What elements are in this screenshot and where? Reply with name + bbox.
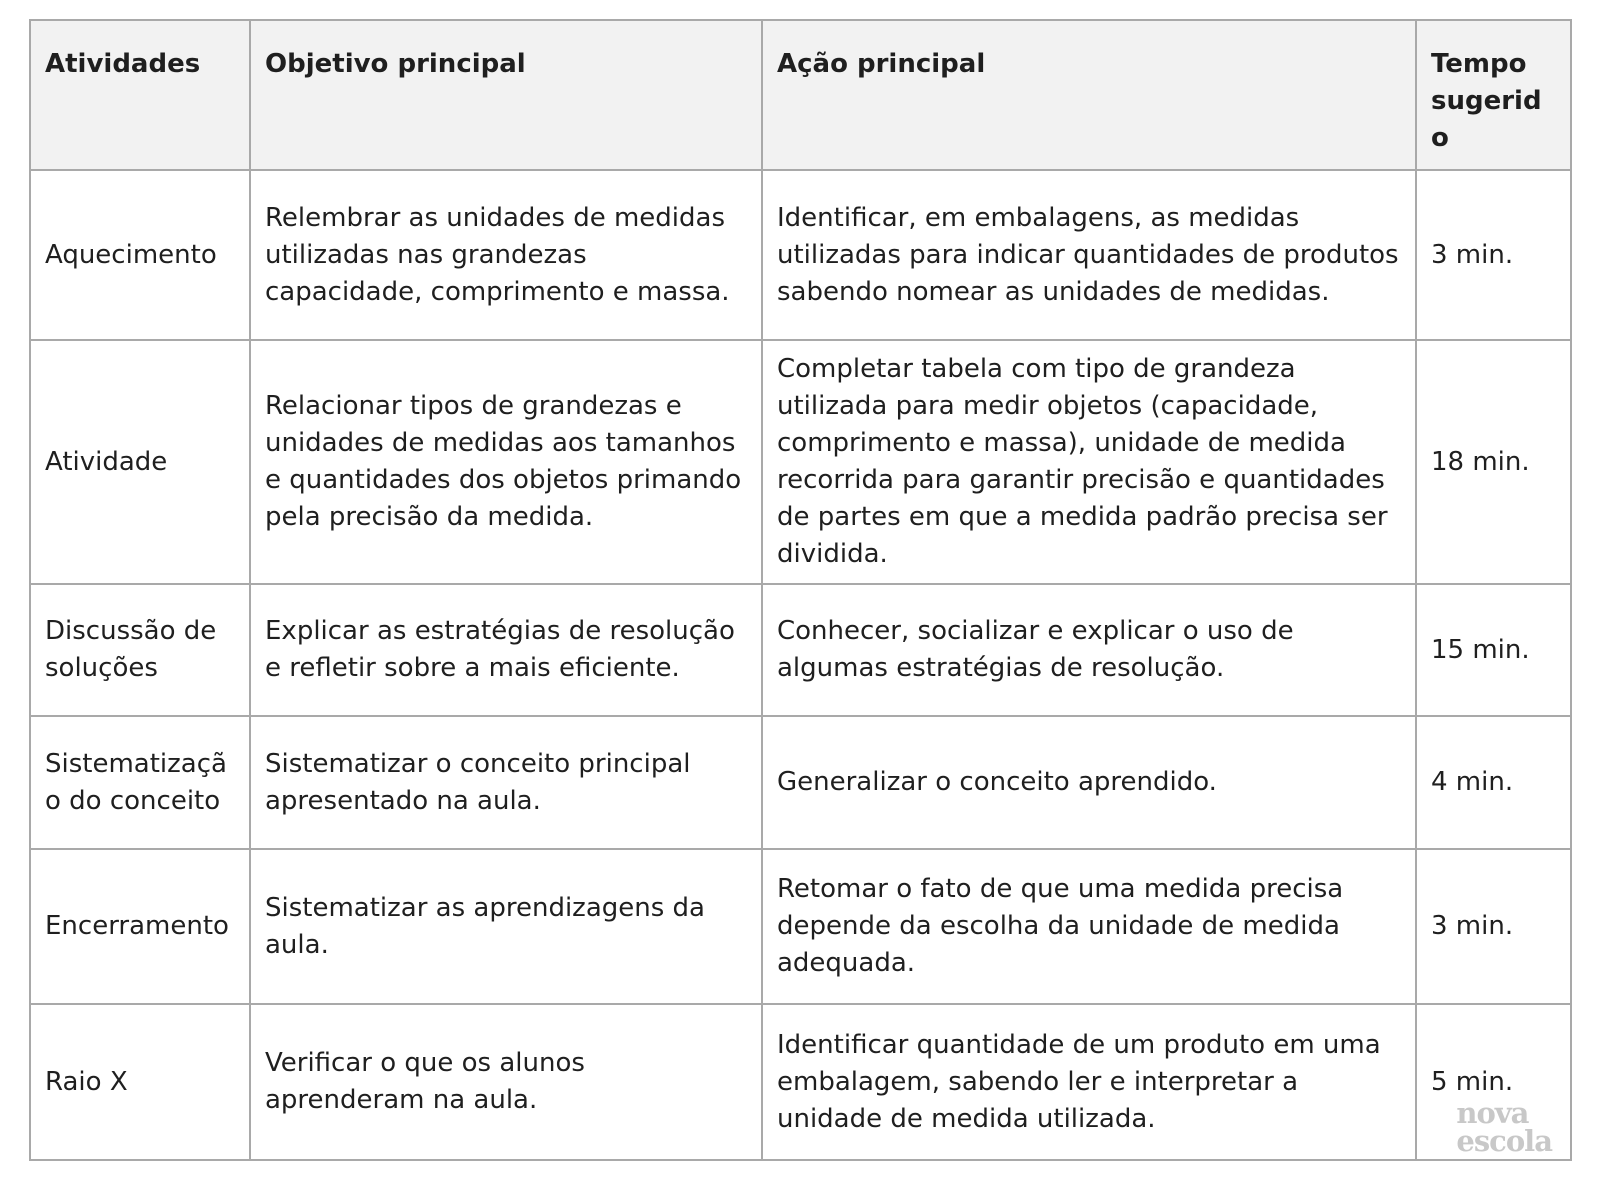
table-row	[30, 340, 1571, 584]
table-row	[30, 170, 1571, 340]
cell-tempo: 4 min.	[1416, 716, 1571, 849]
watermark-line-2: escola	[1456, 1124, 1552, 1158]
cell-tempo: 18 min.	[1416, 340, 1571, 584]
cell-atividade: Discussão de soluções	[30, 584, 250, 716]
cell-tempo: 15 min.	[1416, 584, 1571, 716]
cell-objetivo: Explicar as estratégias de resolução e refletir sobre a mais eficiente.	[250, 584, 762, 716]
nova-escola-watermark	[1456, 1096, 1552, 1158]
cell-acao: Completar tabela com tipo de grandeza utilizada para medir objetos (capacidade, comprimento e massa), unidade de medida recorrida para garantir precisão e quantidades de partes em que a medida padrão precisa ser dividida.	[762, 340, 1416, 584]
cell-acao: Identificar quantidade de um produto em uma embalagem, sabendo ler e interpretar a unidade de medida utilizada.	[762, 1004, 1416, 1160]
table-row	[30, 849, 1571, 1004]
table-row	[30, 1004, 1571, 1160]
cell-atividade: Aquecimento	[30, 170, 250, 340]
cell-objetivo: Sistematizar as aprendizagens da aula.	[250, 849, 762, 1004]
table-row	[30, 584, 1571, 716]
cell-atividade: Atividade	[30, 340, 250, 584]
cell-acao: Identificar, em embalagens, as medidas utilizadas para indicar quantidades de produtos sabendo nomear as unidades de medidas.	[762, 170, 1416, 340]
header-acao-principal: Ação principal	[762, 20, 1416, 170]
cell-tempo: 3 min.	[1416, 170, 1571, 340]
watermark-line-1: nova	[1456, 1096, 1529, 1130]
table-row	[30, 716, 1571, 849]
cell-atividade: Raio X	[30, 1004, 250, 1160]
cell-objetivo: Sistematizar o conceito principal apresentado na aula.	[250, 716, 762, 849]
cell-tempo: 3 min.	[1416, 849, 1571, 1004]
cell-atividade: Encerramento	[30, 849, 250, 1004]
cell-objetivo: Relacionar tipos de grandezas e unidades de medidas aos tamanhos e quantidades dos objetos primando pela precisão da medida.	[250, 340, 762, 584]
cell-objetivo: Relembrar as unidades de medidas utilizadas nas grandezas capacidade, comprimento e massa.	[250, 170, 762, 340]
table-header-row	[30, 20, 1571, 170]
header-objetivo-principal: Objetivo principal	[250, 20, 762, 170]
cell-atividade: Sistematização do conceito	[30, 716, 250, 849]
cell-objetivo: Verificar o que os alunos aprenderam na aula.	[250, 1004, 762, 1160]
header-tempo-sugerido: Tempo sugerido	[1416, 20, 1571, 170]
cell-tempo	[1416, 1004, 1571, 1160]
lesson-plan-table	[29, 19, 1572, 1161]
header-atividades: Atividades	[30, 20, 250, 170]
cell-acao: Conhecer, socializar e explicar o uso de algumas estratégias de resolução.	[762, 584, 1416, 716]
cell-acao: Retomar o fato de que uma medida precisa depende da escolha da unidade de medida adequada.	[762, 849, 1416, 1004]
cell-tempo-text: 5 min.	[1431, 1066, 1514, 1097]
cell-acao: Generalizar o conceito aprendido.	[762, 716, 1416, 849]
